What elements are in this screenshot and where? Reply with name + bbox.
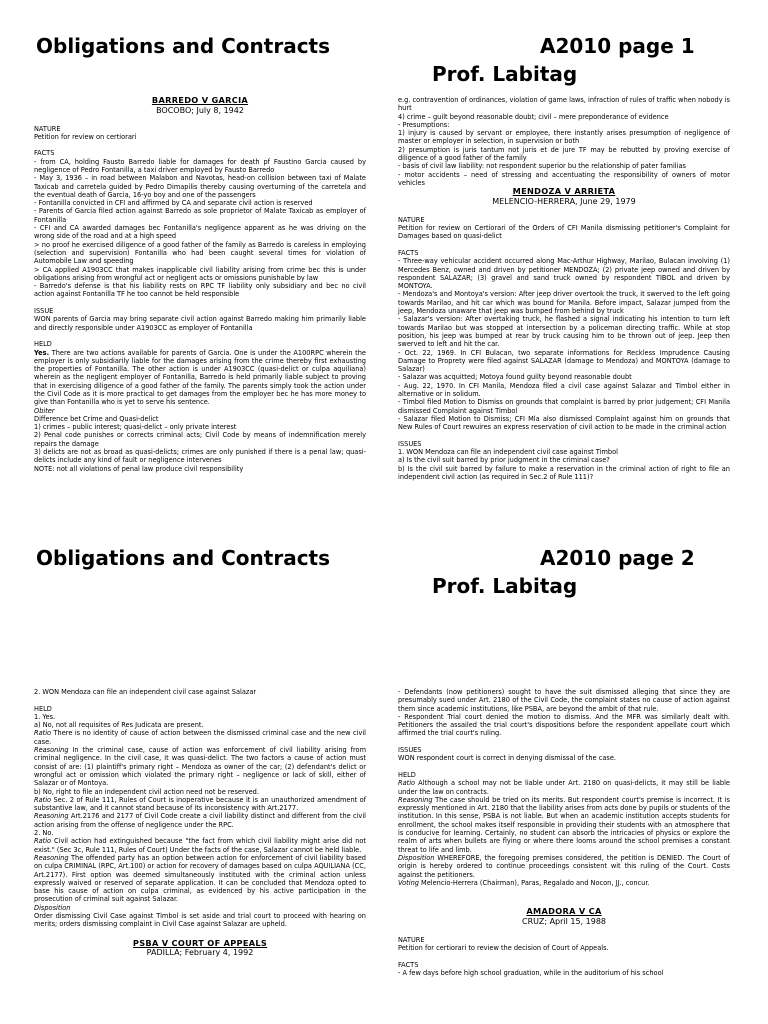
case-title: AMADORA V CA: [526, 906, 602, 917]
paragraph: - Parents of Garcia filed action against Barredo as sole proprietor of Malate Taxicab as employer of Fontanilla: [34, 207, 366, 224]
paragraph: [34, 812, 366, 829]
paragraph: Obiter: [34, 406, 55, 415]
paragraph: e.g. contravention of ordinances, violation of game laws, infraction of rules of traffic when nobody is hurt: [398, 96, 730, 113]
paragraph-text: There are two actions available for parents of Garcia. One is under the A100RPC wherein the employer is only subsidiarily liable for the damages arising from the crime thereby first exhausting the properties of Fontanilla. The other action is under A1903CC (quasi-delict or culpa aquiliana) wherein as the negligent employer of Fontanilla, Barredo is held primarily liable subject to proving that in exercising diligence of a good father of the family. The parents simply took the action under the Civil Code as it is more practical to get damages from the employer bec he has more money to give than Fontanilla who is yet to serve his sentence.: [34, 348, 366, 407]
paragraph: [398, 879, 730, 887]
paragraph: - Oct. 22, 1969. In CFI Bulacan, two separate informations for Reckless Imprudence Causing Damage to Proprety were filed against SALAZAR (damage to Mendoza) and MONTOYA (damage to Salazar): [398, 348, 730, 374]
lead-label: Ratio: [34, 795, 52, 804]
paragraph: WON respondent court is correct in denying dismissal of the case.: [398, 754, 616, 763]
paragraph: NATURE: [398, 215, 425, 224]
lead-label: Reasoning: [398, 795, 433, 804]
blank-line: [398, 241, 730, 249]
page-2: [0, 512, 768, 1024]
paragraph: 2) Penal code punishes or corrects criminal acts; Civil Code by means of indemnification merely repairs the damage: [34, 431, 366, 448]
paragraph: [34, 729, 366, 746]
paragraph: - Aug. 22, 1970. In CFI Manila, Mendoza filed a civil case against Salazar and Timbol either in alternative or in solidum.: [398, 381, 730, 398]
paragraph: Difference bet Crime and Quasi-delict: [34, 414, 159, 423]
paragraph: FACTS: [398, 248, 419, 257]
lead-label: Reasoning: [34, 853, 69, 862]
blank-line: [398, 952, 730, 960]
paragraph: HELD: [398, 770, 416, 779]
paragraph: b) No, right to file an independent civil action need not be reserved.: [34, 787, 259, 796]
paragraph: [34, 854, 366, 904]
spacer: [34, 115, 366, 125]
paragraph: - basis of civil law liability: not respondent superior bu the relationship of pater familias: [398, 162, 686, 171]
page-label: A2010 page 1: [540, 34, 695, 58]
paragraph: 1) injury is caused by servant or employee, there instantly arises presumption of negligence of master or employer in selection, in supervision or both: [398, 129, 730, 146]
paragraph-text: In the criminal case, cause of action was enforcement of civil liability arising from criminal negligence. In the civil case, it was quasi-delict. The two factors a cause of action must consist of are: (1) plaintiff's primary right – Mendoza as owner of the car; (2) defendant's delict or wrongful act or omission which violated the primary right – negligence or lack of skill, either of Salazar or of Montoya.: [34, 746, 366, 788]
subject-title: Obligations and Contracts: [36, 34, 331, 58]
paragraph-text: WHEREFORE, the foregoing premises considered, the petition is DENIED. The Court of origin is hereby ordered to continue proceedings consistent wit this ruling of the Court. Costs against the petitioners.: [398, 853, 730, 879]
blank-line: [398, 763, 730, 771]
lead-label: Reasoning: [34, 812, 69, 821]
paragraph: a) Is the civil suit barred by prior judgment in the criminal case?: [398, 456, 610, 465]
paragraph: - Respondent Trial court denied the motion to dismiss. And the MFR was similarly dealt with. Petitioners the assailed the trial court's dispositions before the respondent appellate court which affirmed the trial court's ruling.: [398, 712, 730, 738]
paragraph: - Salazar was acquitted; Motoya found guilty beyond reasonable doubt: [398, 373, 632, 382]
lead-label: Yes.: [34, 348, 50, 357]
left-column: [34, 96, 366, 473]
paragraph: [398, 796, 730, 854]
paragraph: - Barredo's defense is that his liability rests on RPC TF liability only subsidiary and bec no civil action against Fontanilla TF he too cannot be held responsible: [34, 282, 366, 299]
paragraph-text: The offended party has an option between action for enforcement of civil liability based on culpa CRIMINAL (RPC, Art.100) or action for recovery of damages based on culpa AQUILIANA (CC, Art.2177). First option was deemed simultaneously instituted with the criminal action unless expressly waived or reserved of separate application. It can be concluded that Mendoza opted to base his cause of action on culpa criminal, as evidenced by his active participation in the prosecution of criminal suit against Salazar.: [34, 853, 366, 904]
paragraph: [34, 349, 366, 407]
paragraph: - from CA, holding Fausto Barredo liable for damages for death pf Faustino Garcia caused by negligence of Pedro Fontanilla, a taxi driver employed by Fausto Barredo: [34, 157, 366, 174]
paragraph: 2. No.: [34, 829, 54, 838]
paragraph: - Salazar filed Motion to Dismiss; CFI Mla also dismissed Complaint against him on grounds that New Rules of Court rewuires an express reservation of civil action to be made in the criminal action: [398, 414, 730, 432]
paragraph: FACTS: [34, 149, 55, 158]
paragraph-text: Art.2176 and 2177 of Civil Code create a civil liability distinct and different from the civil action arising from the offense of negligence under the RPC.: [34, 812, 366, 829]
paragraph: 3) delicts are not as broad as quasi-delicts; crimes are only punished if there is a penal law; quasi-delicts include any kind of fault or negligence intervenes: [34, 448, 366, 465]
paragraph: NATURE: [398, 935, 425, 944]
blank-line: [398, 431, 730, 439]
paragraph: [398, 854, 730, 879]
paragraph: 1) crimes – public interest; quasi-delict – only private interest: [34, 423, 237, 432]
spacer: [398, 206, 730, 216]
paragraph: - Fontanilla convicted in CFI and affirmed by CA and separate civil action is reserved: [34, 199, 313, 208]
paragraph: [34, 746, 366, 787]
case-ponente-date: MELENCIO-HERRERA, June 29, 1979: [492, 196, 636, 206]
paragraph: - Salazar's version: After overtaking truck, he flashed a signal indicating his intention to turn left towards Marilao but was stopped at intersection by a policeman directing traffic. While at stop position, his jeep was bumped at rear by truck causing him to be thrown out of jeep. Jeep then swerved to left and hit the car.: [398, 315, 730, 349]
paragraph: HELD: [34, 704, 52, 713]
blank-line: [34, 696, 366, 704]
lead-label: Ratio: [398, 779, 416, 788]
spacer: [398, 887, 730, 897]
paragraph-text: There is no identity of cause of action between the dismissed criminal case and the new civil case.: [34, 729, 366, 746]
paragraph: 2. WON Mendoza can file an independent civil case against Salazar: [34, 688, 257, 696]
paragraph: HELD: [34, 340, 52, 349]
paragraph: Petition for review on Certiorari of the Orders of CFI Manila dismissing petitioner's Complaint for Damages based on quasi-delict: [398, 224, 730, 241]
paragraph: NATURE: [34, 124, 61, 133]
paragraph: > CA applied A1903CC that makes inapplicable civil liability arising from crime bec this is under obligations arising from wrongful act or negligent acts or omissions punishable by law: [34, 265, 366, 282]
left-column: [34, 688, 366, 957]
case-title: PSBA V COURT OF APPEALS: [132, 937, 268, 948]
paragraph: [34, 796, 366, 813]
paragraph: - Mendoza's and Montoya's version: After jeep driver overtook the truck, it swerved to the left going towards Marilao, and hit car which was bound for Manila. Before impact, Salazar jumped from the jeep, Mendoza unaware that jeep was bumped from behind by truck: [398, 290, 730, 316]
paragraph-text: Sec. 2 of Rule 111, Rules of Court is inoperative because it is an unauthorized amendment of substantive law, and it cannot stand because of its inconsistency with Art.2177.: [34, 795, 366, 813]
case-title: BARREDO V GARCIA: [151, 95, 249, 105]
blank-line: [34, 141, 366, 149]
paragraph: - motor accidents – need of stressing and accentuating the responsibility of owners of motor vehicles: [398, 170, 730, 187]
page-label: A2010 page 2: [540, 546, 695, 570]
blank-line: [398, 738, 730, 746]
paragraph: > no proof he exercised diligence of a good father of the family as Barredo is careless in employing (selection and supervision) Fontanilla who had been caught several times for violation of Automobile Law and speeding: [34, 240, 366, 266]
paragraph-text: The case should be tried on its merits. But respondent court's premise is incorrect. It is expressly mentioned in Art. 2180 that the liability arises from acts done by pupils or students of the institution. In this sense, PSBA is not liable. But when an academic institution accepts students for enrollment, the school makes itself responsible in providing their students with an atmosphere that is conducive for learning. Certainly, no student can absorb the intricacies of physics or explore the realm of arts when bullets are flying or where there looms around the school premises a constant threat to life and limb.: [398, 795, 730, 854]
paragraph: 1. WON Mendoza can file an independent civil case against Timbol: [398, 448, 618, 457]
lead-label: Ratio: [34, 729, 52, 738]
case-ponente-date: PADILLA; February 4, 1992: [146, 948, 254, 958]
paragraph: 1. Yes.: [34, 712, 56, 721]
paragraph: ISSUE: [34, 307, 54, 316]
paragraph: 4) crime – guilt beyond reasonable doubt; civil – mere preponderance of evidence: [398, 112, 669, 121]
blank-line: [34, 299, 366, 307]
professor-name: Prof. Labitag: [432, 62, 578, 86]
paragraph: 2) presumption is juris tantum not juris et de jure TF may be rebutted by proving exercise of diligence of a good father of the family: [398, 145, 730, 163]
paragraph: - CFI and CA awarded damages bec Fontanilla's negligence apparent as he was driving on the wrong side of the road and at a high speed: [34, 224, 366, 241]
case-ponente-date: CRUZ; April 15, 1988: [521, 916, 607, 926]
right-column: [398, 688, 730, 977]
page-header: [0, 512, 768, 612]
paragraph: Order dismissing Civil Case against Timbol is set aside and trial court to proceed with hearing on merits; orders dismissing complaint in Civil Case against Salazar are upheld.: [34, 912, 366, 929]
paragraph-text: Although a school may not be liable under Art. 2180 on quasi-delicts, it may still be liable under the law on contracts.: [398, 779, 730, 796]
case-ponente-date: BOCOBO; July 8, 1942: [156, 105, 244, 115]
paragraph: - Presumptions:: [398, 120, 450, 129]
lead-label: Voting: [398, 878, 419, 887]
paragraph: - Defendants (now petitioners) sought to have the suit dismissed alleging that since they are presumably sued under Art. 2180 of the Civil Code, the complaint states no cause of action against them since academic institutions, like PSBA, are beyond the ambit of that rule.: [398, 688, 730, 713]
paragraph: - Three-way vehicular accident occurred along Mac-Arthur Highway, Marilao, Bulacan involving (1) Mercedes Benz, owned and driven by petitioner MENDOZA; (2) private jeep owned and driven by respondent SALAZAR; (3) gravel and sand truck owned by respondent TIBOL and driven by MONTOYA.: [398, 257, 730, 291]
paragraph: [34, 837, 366, 854]
paragraph: Disposition: [34, 903, 71, 912]
paragraph: - A few days before high school graduation, while in the auditorium of his school: [398, 968, 664, 977]
page-header: [0, 0, 768, 100]
paragraph: ISSUES: [398, 746, 422, 755]
paragraph: [398, 779, 730, 796]
paragraph-text: Civil action had extinguished because "the fact from which civil liability might arise did not exist." (Sec 3c, Rule 111, Rules of Court) Under the facts of the case, Salazar cannot be held liable.: [34, 837, 366, 854]
right-column: [398, 96, 730, 481]
lead-label: Reasoning: [34, 746, 69, 755]
paragraph: WON parents of Garcia may bring separate civil action against Barredo making him primarily liable and directly responsible under A1903CC as employer of Fontanilla: [34, 315, 366, 332]
paragraph: a) No, not all requisites of Res Judicata are present.: [34, 721, 204, 730]
paragraph: b) Is the civil suit barred by failure to make a reservation in the criminal action of right to file an independent civil action (as required in Sec.2 of Rule 111)?: [398, 464, 730, 481]
paragraph: Petition for certiorari to review the decision of Court of Appeals.: [398, 943, 609, 952]
case-title: MENDOZA V ARRIETA: [512, 186, 616, 197]
lead-label: Disposition: [398, 853, 435, 862]
paragraph: NOTE: not all violations of penal law produce civil responsibility: [34, 464, 244, 473]
paragraph: - Timbol filed Motion to Dismiss on grounds that complaint is barred by prior judgement; CFI Manila dismissed Complaint against Timbol: [398, 398, 730, 415]
paragraph: Petition for review on certiorari: [34, 132, 137, 141]
professor-name: Prof. Labitag: [432, 574, 578, 598]
paragraph: FACTS: [398, 960, 419, 969]
paragraph: ISSUES: [398, 439, 422, 448]
subject-title: Obligations and Contracts: [36, 546, 331, 570]
blank-line: [34, 332, 366, 340]
lead-label: Ratio: [34, 837, 52, 846]
paragraph-text: Melencio-Herrera (Chairman), Paras, Regalado and Nocon, JJ., concur.: [418, 878, 650, 887]
spacer: [398, 926, 730, 936]
paragraph: - May 3, 1936 – in road between Malabon and Navotas, head-on collision between taxi of Malate Taxicab and carretela guided by Pedro Dimapilis thereby causing overturning of the carretela and the eventual death of Garcia, 16-yo boy and one of the passengers: [34, 174, 366, 199]
